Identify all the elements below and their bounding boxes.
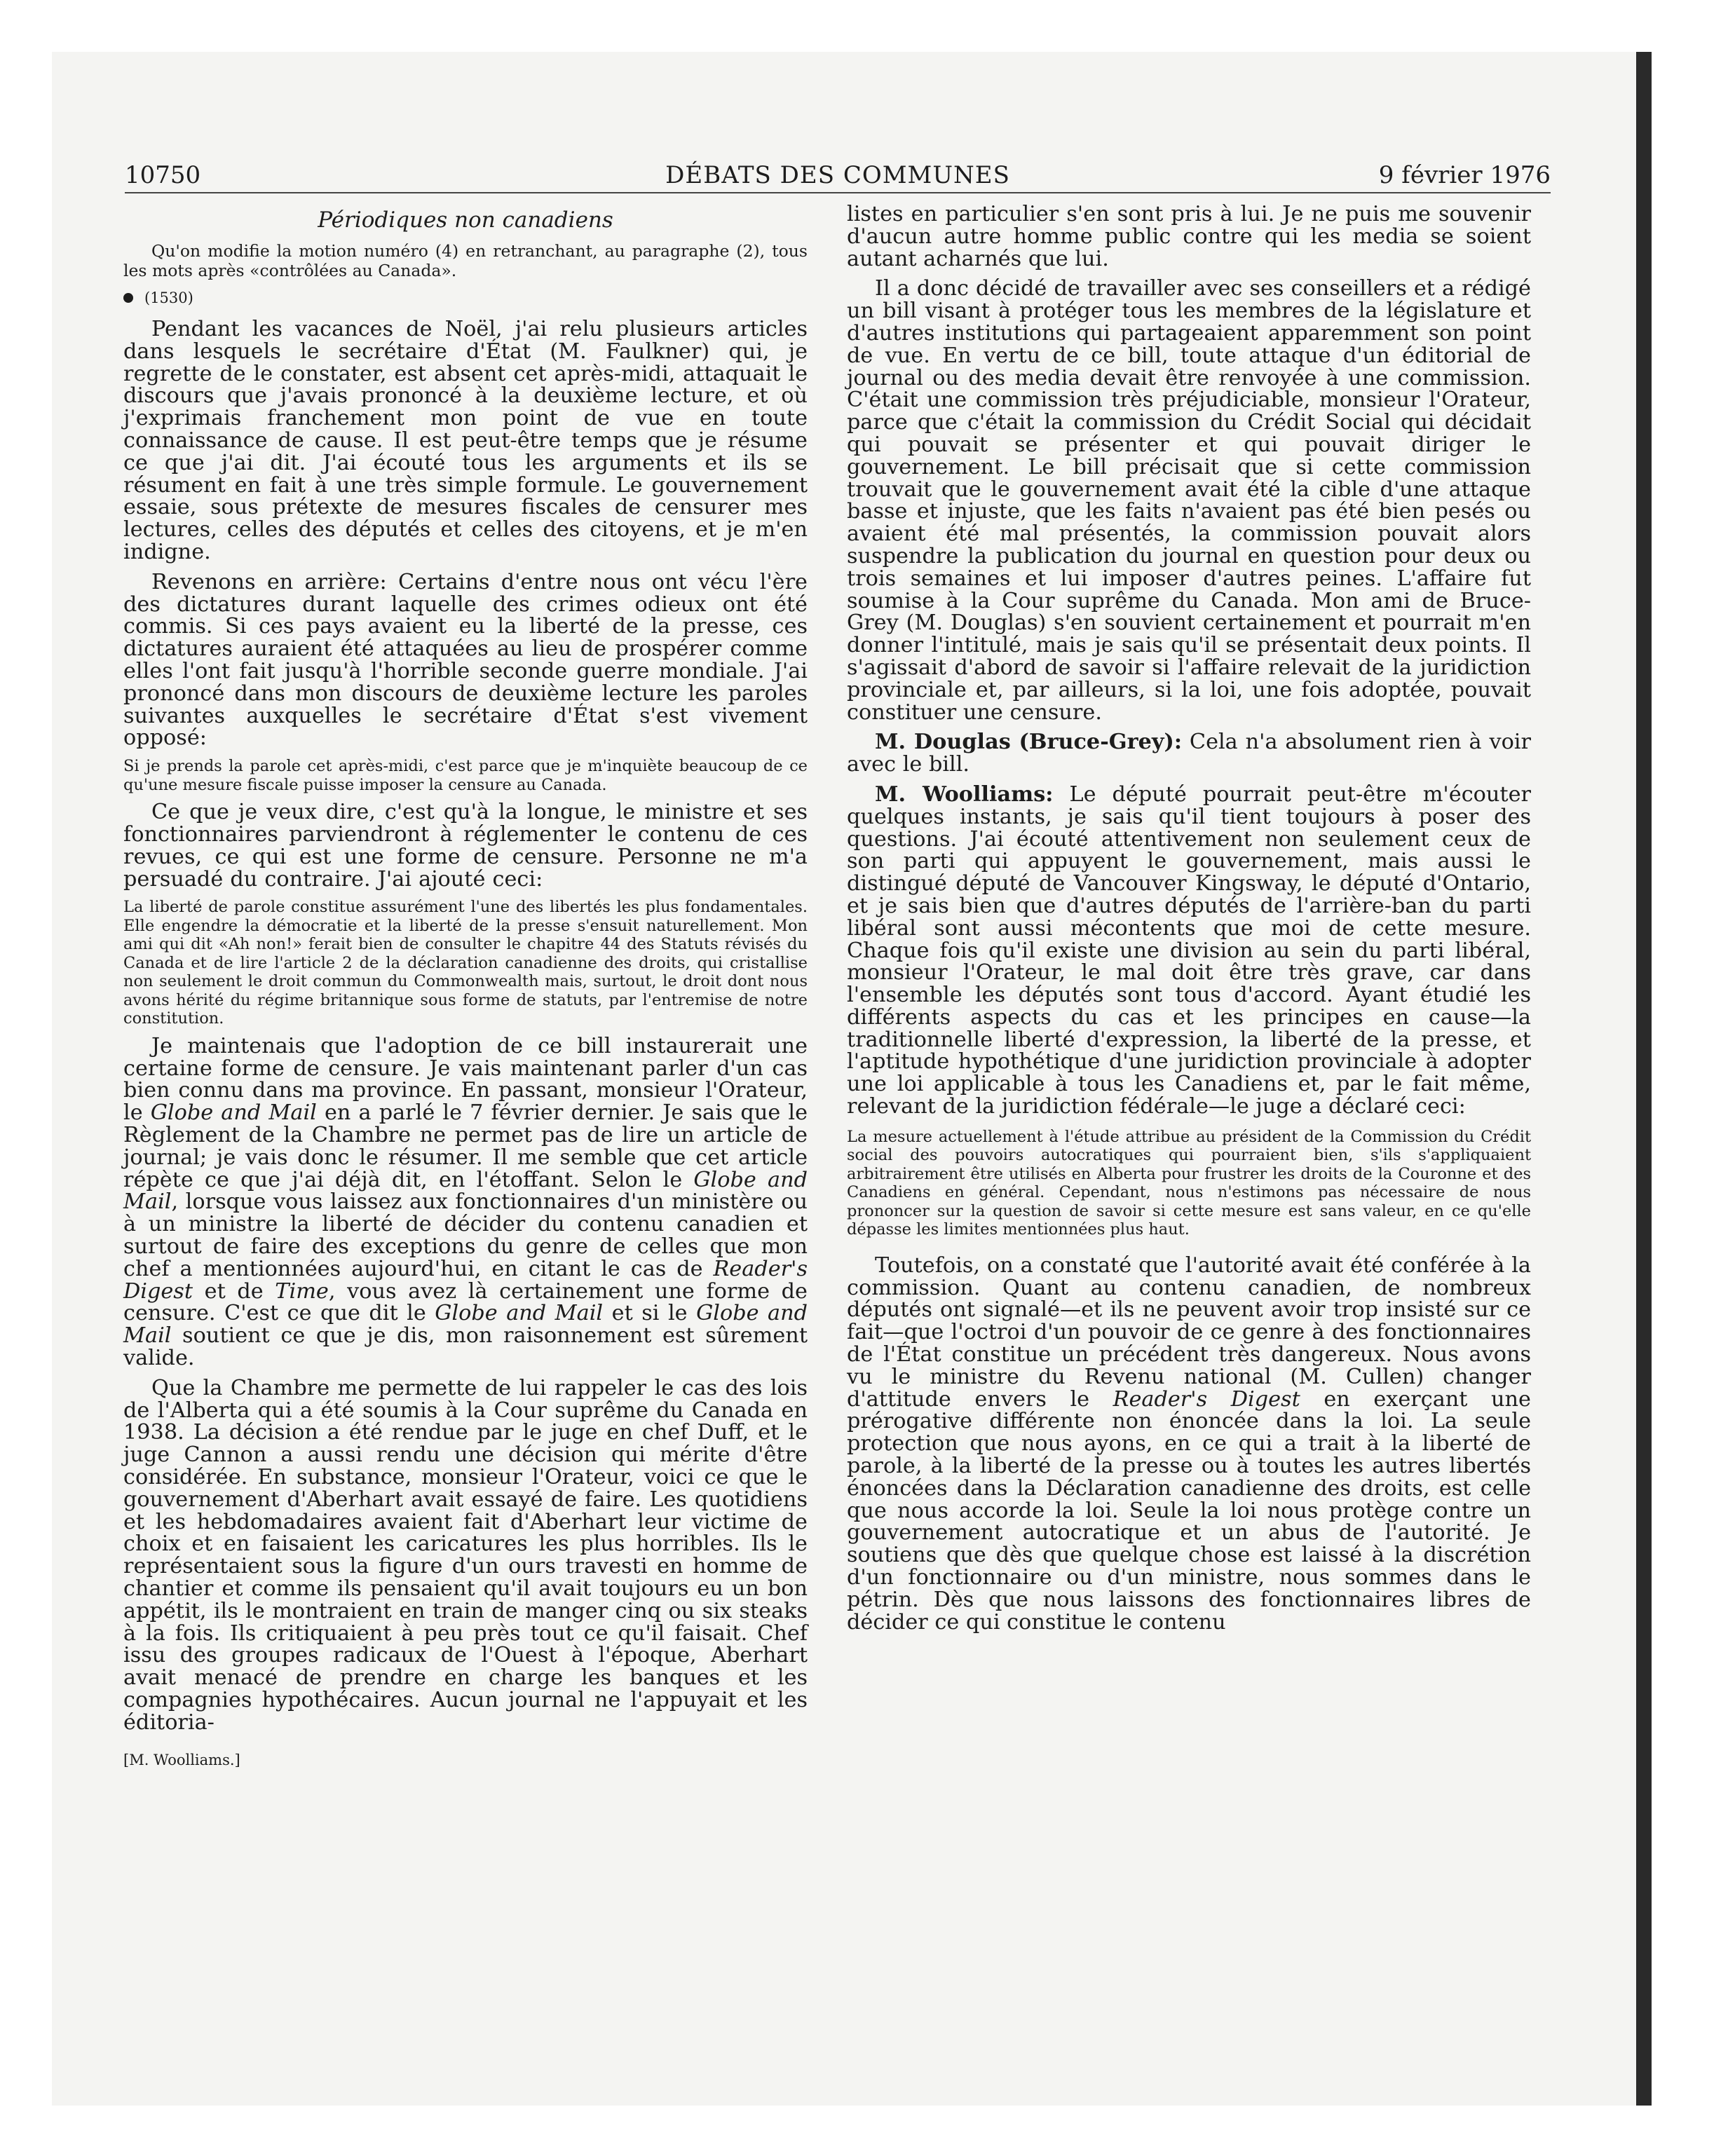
- magazine-title: Time: [275, 1278, 329, 1304]
- text-run: soutient ce que je dis, mon raisonnement est sûrement valide.: [123, 1323, 808, 1370]
- left-column: [123, 203, 808, 1769]
- text-run: , vous avez là certainement une forme de censure. C'est ce que dit le: [123, 1278, 808, 1326]
- text-run: en exerçant une prérogative différente non énoncée dans la loi. La seule protection que nous ayons, en ce qui a trait à la liberté de parole, à la liberté de la presse ou à toutes les autres libertés énoncées dans la Déclaration canadienne des droits, est celle que nous accorde la loi. Seule la loi nous protège contre un gouvernement autocratique et un abus de l'autorité. Je soutiens que dès que quelque chose est laissé à la discrétion d'un fonctionnaire ou d'un ministre, nous sommes dans le pétrin. Dès que nous laissons des fonctionnaires libres de décider ce qui constitue le contenu: [847, 1386, 1531, 1635]
- text-run: en a parlé le 7 février dernier. Je sais que le Règlement de la Chambre ne permet pas de lire un article de journal; je vais donc le résumer. Il me semble que cet article répète ce que j'ai déjà dit, en l'étoffant. Selon le: [123, 1100, 808, 1192]
- paragraph: [847, 1255, 1531, 1634]
- speech-text: Cela n'a absolument rien à voir avec le bill.: [847, 730, 1531, 777]
- running-head: DÉBATS DES COMMUNES: [665, 161, 1010, 189]
- paragraph: Pendant les vacances de Noël, j'ai relu plusieurs articles dans lesquels le secrétaire d'État (M. Faulkner) qui, je regrette de le constater, est absent cet après-midi, attaquait le discours que j'avais prononcé à la deuxième lecture, et où j'exprimais franchement mon point de vue en toute connaissance de cause. Il est peut-être temps que je résume ce que j'ai dit. J'ai écouté tous les arguments et ils se résument en fait à une très simple formule. Le gouvernement essaie, sous prétexte de mesures fiscales de censurer mes lectures, celles des députés et celles des citoyens, et je m'en indigne.: [123, 317, 808, 564]
- text-run: , lorsque vous laissez aux fonctionnaires d'un ministère ou à un ministre la liberté de décider du contenu canadien et surtout de faire des exceptions du genre de celles que mon chef a mentionnées aujourd'hui, en citant le cas de: [123, 1189, 808, 1281]
- paragraph: Ce que je veux dire, c'est qu'à la longue, le ministre et ses fonctionnaires parviendront à réglementer le contenu de ces revues, ce qui est une forme de censure. Personne ne m'a persuadé du contraire. J'ai ajouté ceci:: [123, 800, 808, 892]
- text-run: Je maintenais que l'adoption de ce bill instaurerait une certaine forme de censure. Je vais maintenant parler d'un cas bien connu dans ma province. En passant, monsieur l'Orateur, le: [123, 1033, 808, 1126]
- paragraph: listes en particulier s'en sont pris à lui. Je ne puis me souvenir d'aucun autre homme public contre qui les media se soient autant acharnés que lui.: [847, 202, 1531, 271]
- quotation: La liberté de parole constitue assurément l'une des libertés les plus fondamentales. Elle engendre la démocratie et la liberté de la presse s'ensuit naturellement. Mon ami qui dit «Ah non!» ferait bien de consulter le chapitre 44 des Statuts révisés du Canada et de lire l'article 2 de la déclaration canadienne des droits, qui cristallise non seulement le droit commun du Commonwealth mais, surtout, le droit dont nous avons hérité du régime britannique sous forme de statuts, par l'entremise de notre constitution.: [123, 898, 808, 1028]
- time-marker-label: (1530): [144, 289, 193, 306]
- newspaper-title: Globe and Mail: [435, 1301, 604, 1326]
- speech-text: Le député pourrait peut-être m'écouter quelques instants, je sais qu'il tient toujours à poser des questions. J'ai écouté attentivement non seulement ceux de son parti qui appuyent le gouvernement, mais aussi le distingué député de Vancouver Kingsway, le député d'Ontario, et je sais bien que d'autres députés de l'arrière-ban du parti libéral sont aussi mécontents que moi de cette mesure. Chaque fois qu'il existe une division au sein du parti libéral, monsieur l'Orateur, le mal doit être très grave, car dans l'ensemble les députés sont tous d'accord. Ayant étudié les différents aspects du cas et les principes en cause—la traditionnelle liberté d'expression, la liberté de la presse, et l'aptitude hypothétique d'une juridiction provinciale à adopter une loi applicable à tous les Canadiens et, par le fait même, relevant de la juridiction fédérale—le juge a déclaré ceci:: [847, 782, 1532, 1119]
- speaker-footer: [M. Woolliams.]: [123, 1751, 240, 1768]
- paragraph: Revenons en arrière: Certains d'entre nous ont vécu l'ère des dictatures durant laquelle des crimes odieux ont été commis. Si ces pays avaient eu la liberté de la presse, ces dictatures auraient été attaquées au lieu de prospérer comme elles l'ont fait jusqu'à l'horrible seconde guerre mondiale. J'ai prononcé dans mon discours de deuxième lecture les paroles suivantes auxquelles le secrétaire d'État s'est vivement opposé:: [123, 569, 808, 751]
- quotation: Si je prends la parole cet après-midi, c'est parce que je m'inquiète beaucoup de ce qu'une mesure fiscale puisse imposer la censure au Canada.: [123, 757, 808, 794]
- motion-text: Qu'on modifie la motion numéro (4) en retranchant, au paragraphe (2), tous les mots après «contrôlées au Canada».: [123, 241, 808, 280]
- magazine-title: Reader's Digest: [1113, 1386, 1300, 1412]
- header-date: 9 février 1976: [1378, 161, 1551, 189]
- page-number: 10750: [125, 161, 201, 189]
- newspaper-title: Globe and Mail: [123, 1167, 808, 1215]
- bullet-icon: [123, 293, 133, 303]
- text-run: Toutefois, on a constaté que l'autorité avait été conférée à la commission. Quant au contenu canadien, de nombreux députés ont signalé—et ils ne peuvent avoir trop insisté sur ce fait—que l'octroi d'un pouvoir de ce genre à des fonctionnaires de l'État constitue un précédent très dangereux. Nous avons vu le ministre du Revenu national (M. Cullen) changer d'attitude envers le: [847, 1253, 1531, 1412]
- section-title: Périodiques non canadiens: [318, 207, 613, 233]
- time-marker: [123, 289, 808, 307]
- newspaper-title: Globe and Mail: [150, 1100, 317, 1126]
- text-run: et si le: [603, 1301, 697, 1326]
- newspaper-title: Globe and Mail: [123, 1301, 808, 1349]
- scan-edge: [1636, 52, 1652, 2106]
- paragraph: Il a donc décidé de travailler avec ses conseillers et a rédigé un bill visant à protéger tous les membres de la législature et d'autres institutions qui partageaient apparemment son point de vue. En vertu de ce bill, toute attaque d'un éditorial de journal ou des media devait être renvoyée à une commission. C'était une commission très préjudiciable, monsieur l'Orateur, parce que c'était la commission du Crédit Social qui décidait qui pouvait se présenter et qui pouvait diriger le gouvernement. Le bill précisait que si cette commission trouvait que le gouvernement avait été la cible d'une attaque basse et injuste, que les faits n'avaient pas été bien pesés ou avaient été mal présentés, la commission pouvait alors suspendre la publication du journal en question pour deux ou trois semaines et lui imposer d'autres peines. L'affaire fut soumise à la Cour suprême du Canada. Mon ami de Bruce-Grey (M. Douglas) s'en souvient certainement et pourrait m'en donner l'intitulé, mais je sais qu'il se présentait deux points. Il s'agissait d'abord de savoir si l'affaire relevait de la juridiction provinciale et, par ailleurs, si la loi, une fois adoptée, pouvait constituer une censure.: [847, 276, 1531, 725]
- paragraph: [123, 1035, 808, 1370]
- magazine-title: Reader's Digest: [123, 1256, 808, 1304]
- speaker-name: M. Douglas (Bruce-Grey):: [875, 730, 1183, 755]
- right-column: [847, 203, 1531, 1641]
- speech: [847, 784, 1531, 1118]
- page-header: [125, 153, 1551, 193]
- text-run: et de: [193, 1278, 275, 1304]
- speaker-name: M. Woolliams:: [875, 782, 1054, 807]
- paragraph: Que la Chambre me permette de lui rappeler le cas des lois de l'Alberta qui a été soumis à la Cour suprême du Canada en 1938. La décision a été rendue par le juge en chef Duff, et le juge Cannon a aussi rendu une décision qui mérite d'être considérée. En substance, monsieur l'Orateur, voici ce que le gouvernement d'Aberhart avait essayé de faire. Les quotidiens et les hebdomadaires avaient fait d'Aberhart leur victime de choix et en faisaient les caricatures les plus horribles. Ils le représentaient sous la figure d'un ours travesti en homme de chantier et comme ils pensaient qu'il avait toujours eu un bon appétit, ils le montraient en train de manger cinq ou six steaks à la fois. Ils critiquaient à peu près tout ce qu'il faisait. Chef issu des groupes radicaux de l'Ouest à l'époque, Aberhart avait menacé de prendre en charge les banques et les compagnies hypothécaires. Aucun journal ne l'appuyait et les éditoria-: [123, 1375, 808, 1735]
- speech: [847, 731, 1531, 776]
- quotation: La mesure actuellement à l'étude attribue au président de la Commission du Crédit social des pouvoirs autocratiques qui pourraient bien, s'ils s'appliquaient arbitrairement être utilisés en Alberta pour frustrer les droits de la Couronne et des Canadiens en général. Cependant, nous n'estimons pas nécessaire de nous prononcer sur la question de savoir si cette mesure est sans valeur, en ce qu'elle dépasse les limites mentionnées plus haut.: [847, 1127, 1531, 1239]
